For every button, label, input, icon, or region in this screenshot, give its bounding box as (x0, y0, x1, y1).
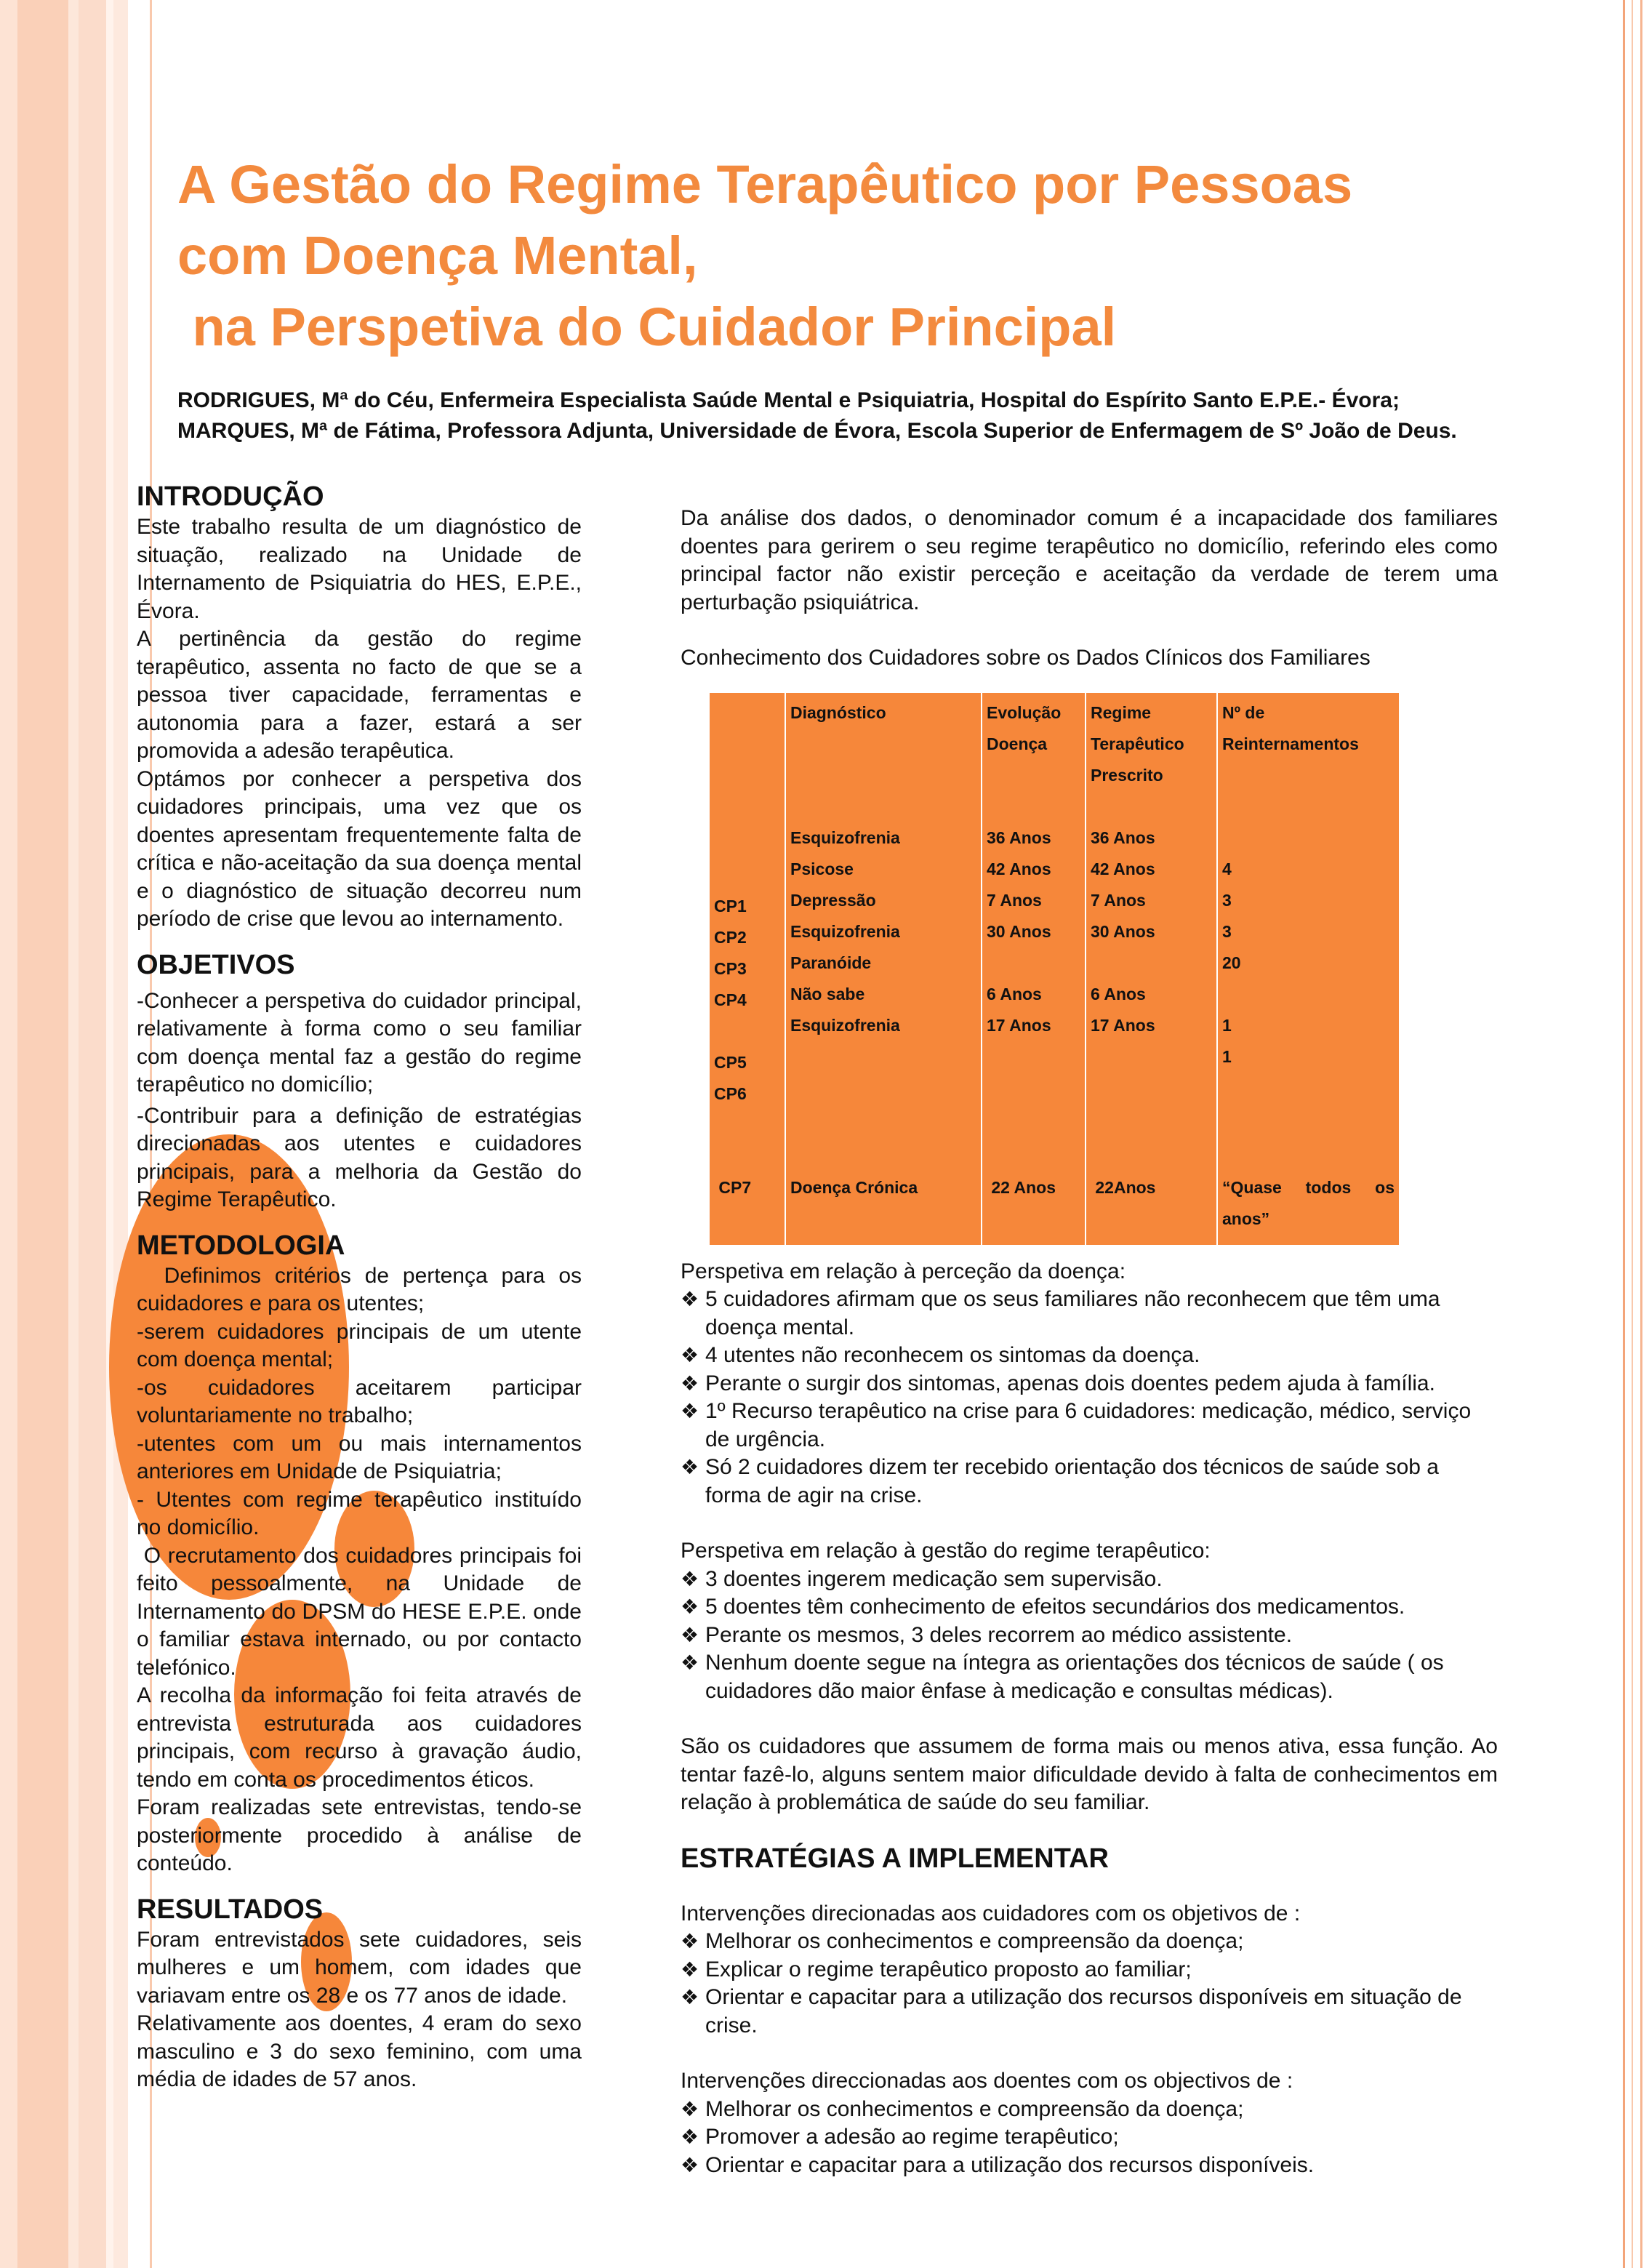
decor-stripe (113, 0, 128, 2268)
table-cell-diagnostico: Doença Crónica (785, 1110, 982, 1245)
metodologia-paragraph: - Utentes com regime terapêutico instituído no domicílio. (137, 1487, 582, 1539)
list-item: ❖ 1º Recurso terapêutico na crise para 6 cuidadores: medicação, médico, serviço de urgência. (681, 1398, 1498, 1454)
right-column (681, 505, 1498, 2179)
clinical-data-table (710, 693, 1399, 1245)
table-header-cell: Regime Terapêutico Prescrito (1086, 693, 1217, 791)
metodologia-paragraph: O recrutamento dos cuidadores principais foi feito pessoalmente, na Unidade de Internamento do DPSM do HESE E.P.E. onde o familiar estava internado, ou por contacto telefónico. (137, 1543, 588, 1680)
metodologia-paragraph: A recolha da informação foi feita através de entrevista estruturada aos cuidadores principais, com recurso à gravação áudio, tendo em conta os procedimentos éticos. (137, 1683, 582, 1792)
decor-stripe (106, 0, 113, 2268)
metodologia-paragraph: -os cuidadores aceitarem participar voluntariamente no trabalho; (137, 1375, 582, 1427)
table-cell-evolucao: 36 Anos 42 Anos 7 Anos 30 Anos 6 Anos 17 Anos (982, 791, 1086, 1110)
table-row (710, 1110, 1399, 1245)
list-item: ❖ Perante o surgir dos sintomas, apenas dois doentes pedem ajuda à família. (681, 1370, 1498, 1398)
resultados-paragraph: Relativamente aos doentes, 4 eram do sexo masculino e 3 do sexo feminino, com uma média de idades de 57 anos. (137, 2011, 582, 2091)
decor-line (1623, 0, 1625, 2268)
cuidadores-list (681, 1928, 1498, 2040)
introducao-paragraph: Este trabalho resulta de um diagnóstico de situação, realizado na Unidade de Internamento de Psiquiatria do HES, E.P.E., Évora. (137, 515, 582, 623)
title-line: A Gestão do Regime Terapêutico por Pessoas (177, 154, 1353, 215)
table-header-cell: Nº de Reinternamentos (1217, 693, 1399, 791)
table-cell-regime: 36 Anos 42 Anos 7 Anos 30 Anos 6 Anos 17 Anos (1086, 791, 1217, 1110)
author-line: RODRIGUES, Mª do Céu, Enfermeira Especialista Saúde Mental e Psiquiatria, Hospital do Espírito Santo E.P.E.- Évora; (177, 388, 1400, 412)
decor-line (1632, 0, 1633, 2268)
percecao-list (681, 1286, 1498, 1510)
cuidadores-intro: Intervenções direcionadas aos cuidadores com os objetivos de : (681, 1901, 1301, 1926)
introducao-heading: INTRODUÇÃO (137, 481, 324, 512)
table-header-cell: Evolução Doença (982, 693, 1086, 791)
introducao-paragraph: Optámos por conhecer a perspetiva dos cuidadores principais, uma vez que os doentes apresentam frequentemente falta de crítica e não-aceitação da sua doença mental e o diagnóstico de situação decorreu num período de crise que levou ao internamento. (137, 766, 582, 931)
list-item: ❖ Só 2 cuidadores dizem ter recebido orientação dos técnicos de saúde sob a forma de agir na crise. (681, 1454, 1498, 1510)
objetivos-paragraph: -Contribuir para a definição de estratégias direcionadas aos utentes e cuidadores principais, para a melhoria da Gestão do Regime Terapêutico. (137, 1103, 582, 1211)
table-header-cell: Diagnóstico (785, 693, 982, 791)
metodologia-paragraph: -utentes com um ou mais internamentos anteriores em Unidade de Psiquiatria; (137, 1431, 582, 1483)
table-caption: Conhecimento dos Cuidadores sobre os Dados Clínicos dos Familiares (681, 646, 1371, 670)
decor-stripe (68, 0, 79, 2268)
decor-stripe (17, 0, 68, 2268)
table-header-row (710, 693, 1399, 791)
list-item: ❖ Perante os mesmos, 3 deles recorrem ao médico assistente. (681, 1622, 1498, 1650)
authors-block (177, 385, 1617, 446)
list-item: ❖ 5 doentes têm conhecimento de efeitos secundários dos medicamentos. (681, 1593, 1498, 1622)
list-item: ❖ Orientar e capacitar para a utilização dos recursos disponíveis. (681, 2152, 1498, 2180)
table-cell-diagnostico: Esquizofrenia Psicose Depressão Esquizofrenia Paranóide Não sabe Esquizofrenia (785, 791, 982, 1110)
analise-paragraph: Da análise dos dados, o denominador comum é a incapacidade dos familiares doentes para gerirem o seu regime terapêutico no domicílio, referindo eles como principal factor não existir perceção e aceitação da verdade de terem uma perturbação psiquiátrica. (681, 506, 1498, 614)
title-line: na Perspetiva do Cuidador Principal (177, 297, 1117, 357)
poster-title (177, 149, 1559, 363)
estrategias-heading: ESTRATÉGIAS A IMPLEMENTAR (681, 1843, 1109, 1874)
decor-line (1640, 0, 1642, 2268)
table-row (710, 791, 1399, 1110)
metodologia-paragraph: -serem cuidadores principais de um utente com doença mental; (137, 1319, 582, 1371)
table-header-cell (710, 693, 785, 791)
list-item: ❖ 3 doentes ingerem medicação sem supervisão. (681, 1566, 1498, 1594)
metodologia-paragraph: Definimos critérios de pertença para os cuidadores e para os utentes; (137, 1263, 588, 1315)
metodologia-heading: METODOLOGIA (137, 1230, 345, 1261)
decor-stripe (79, 0, 106, 2268)
list-item: ❖ Explicar o regime terapêutico proposto ao familiar; (681, 1956, 1498, 1984)
conclusao-paragraph: São os cuidadores que assumem de forma mais ou menos ativa, essa função. Ao tentar fazê-lo, alguns sentem maior dificuldade devido à falta de conhecimentos em relação à problemática de saúde do seu familiar. (681, 1734, 1498, 1814)
author-line: MARQUES, Mª de Fátima, Professora Adjunta, Universidade de Évora, Escola Superior de Enfermagem de Sº João de Deus. (177, 419, 1457, 443)
gestao-intro: Perspetiva em relação à gestão do regime terapêutico: (681, 1539, 1211, 1563)
objetivos-heading: OBJETIVOS (137, 949, 295, 980)
doentes-list (681, 2096, 1498, 2180)
table-cell-id: CP7 (714, 1177, 752, 1197)
list-item: ❖ Nenhum doente segue na íntegra as orientações dos técnicos de saúde ( os cuidadores dão maior ênfase à medicação e consultas médicas). (681, 1649, 1498, 1705)
introducao-paragraph: A pertinência da gestão do regime terapêutico, assenta no facto de que se a pessoa tiver capacidade, ferramentas e autonomia para a fazer, estará a ser promovida a adesão terapêutica. (137, 627, 582, 763)
table-cell-evolucao: 22 Anos (982, 1110, 1086, 1245)
list-item: ❖ 5 cuidadores afirmam que os seus familiares não reconhecem que têm uma doença mental. (681, 1286, 1498, 1342)
doentes-intro: Intervenções direccionadas aos doentes com os objectivos de : (681, 2069, 1293, 2093)
table-cell-regime: 22Anos (1086, 1110, 1217, 1245)
percecao-intro: Perspetiva em relação à perceção da doença: (681, 1259, 1126, 1283)
table-cell-reinternamentos: 4 3 3 20 1 1 (1217, 791, 1399, 1110)
objetivos-paragraph: -Conhecer a perspetiva do cuidador principal, relativamente à forma como o seu familiar com doença mental faz a gestão do regime terapêutico no domicílio; (137, 988, 582, 1097)
gestao-list (681, 1566, 1498, 1706)
list-item: ❖ 4 utentes não reconhecem os sintomas da doença. (681, 1342, 1498, 1370)
resultados-heading: RESULTADOS (137, 1894, 324, 1925)
table-cell-reinternamentos: “Quase todos os anos” (1217, 1110, 1399, 1245)
list-item: ❖ Melhorar os conhecimentos e compreensão da doença; (681, 1928, 1498, 1956)
list-item: ❖ Melhorar os conhecimentos e compreensão da doença; (681, 2096, 1498, 2124)
title-line: com Doença Mental, (177, 225, 698, 286)
resultados-paragraph: Foram entrevistados sete cuidadores, seis mulheres e um homem, com idades que variavam entre os 28 e os 77 anos de idade. (137, 1927, 582, 2008)
list-item: ❖ Promover a adesão ao regime terapêutico; (681, 2123, 1498, 2152)
list-item: ❖ Orientar e capacitar para a utilização dos recursos disponíveis em situação de crise. (681, 1984, 1498, 2040)
table-cell-id: CP1 CP2 CP3 CP4 CP5 CP6 (714, 896, 747, 1103)
decor-stripe (0, 0, 17, 2268)
metodologia-paragraph: Foram realizadas sete entrevistas, tendo-se posteriormente procedido à análise de conteúdo. (137, 1795, 582, 1875)
left-column (137, 480, 588, 2094)
